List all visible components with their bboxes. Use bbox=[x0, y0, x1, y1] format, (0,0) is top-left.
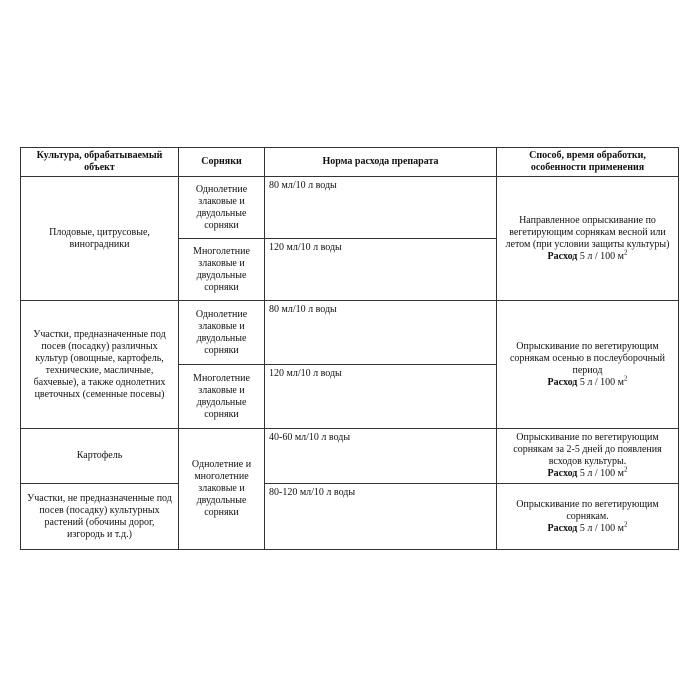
rate-cell: 40-60 мл/10 л воды bbox=[265, 429, 497, 484]
weeds-cell: Многолетние злаковые и двудольные сорняки bbox=[179, 239, 265, 301]
weeds-cell: Однолетние злаковые и двудольные сорняки bbox=[179, 177, 265, 239]
method-text: Опрыскивание по вегетирующим сорнякам. bbox=[516, 498, 659, 522]
culture-cell: Плодовые, цитрусовые, виноградники bbox=[21, 177, 179, 301]
weeds-cell: Однолетние злаковые и двудольные сорняки bbox=[179, 301, 265, 365]
culture-cell: Участки, не предназначенные под посев (посадку) культурных растений (обочины дорог, изгородь и т.д.) bbox=[21, 484, 179, 550]
consumption-sup: 2 bbox=[623, 520, 628, 529]
consumption-label: Расход bbox=[547, 522, 578, 534]
method-text: Опрыскивание по вегетирующим сорнякам осенью в послеуборочный период bbox=[509, 340, 666, 376]
header-culture: Культура, обрабатываемый объект bbox=[21, 148, 179, 177]
table-row bbox=[21, 301, 679, 365]
header-rate: Норма расхода препарата bbox=[265, 148, 497, 177]
rate-cell: 80 мл/10 л воды bbox=[265, 301, 497, 365]
weeds-cell: Многолетние злаковые и двудольные сорняки bbox=[179, 365, 265, 429]
header-row bbox=[21, 148, 679, 177]
consumption-value: 5 л / 100 м bbox=[579, 250, 624, 262]
rate-cell: 120 мл/10 л воды bbox=[265, 239, 497, 301]
culture-cell: Участки, предназначенные под посев (посадку) различных культур (овощные, картофель, технические, масличные, бахчевые), а также однолетних цветочных (семенные посевы) bbox=[21, 301, 179, 429]
consumption-label: Расход bbox=[547, 376, 578, 388]
method-cell bbox=[497, 301, 679, 429]
culture-cell: Картофель bbox=[21, 429, 179, 484]
consumption-value: 5 л / 100 м bbox=[579, 468, 624, 479]
weeds-cell: Однолетние и многолетние злаковые и двудольные сорняки bbox=[179, 429, 265, 550]
header-weeds: Сорняки bbox=[179, 148, 265, 177]
consumption-sup: 2 bbox=[623, 374, 628, 383]
method-cell bbox=[497, 429, 679, 484]
consumption-label: Расход bbox=[547, 250, 578, 262]
rate-cell: 80 мл/10 л воды bbox=[265, 177, 497, 239]
herbicide-application-table bbox=[20, 147, 679, 550]
consumption-value: 5 л / 100 м bbox=[579, 376, 624, 388]
table-row bbox=[21, 429, 679, 484]
table-row bbox=[21, 177, 679, 239]
consumption-sup: 2 bbox=[623, 465, 628, 474]
header-method: Способ, время обработки, особенности применения bbox=[497, 148, 679, 177]
consumption-value: 5 л / 100 м bbox=[579, 522, 624, 534]
method-text: Направленное опрыскивание по вегетирующим сорнякам весной или летом (при условии защиты культуры) bbox=[505, 214, 670, 250]
rate-cell: 120 мл/10 л воды bbox=[265, 365, 497, 429]
method-cell bbox=[497, 484, 679, 550]
rate-cell: 80-120 мл/10 л воды bbox=[265, 484, 497, 550]
method-cell bbox=[497, 177, 679, 301]
consumption-label: Расход bbox=[547, 468, 578, 479]
method-text: Опрыскивание по вегетирующим сорнякам за 2-5 дней до появления всходов культуры. bbox=[513, 432, 662, 467]
consumption-sup: 2 bbox=[623, 248, 628, 257]
table-row bbox=[21, 484, 679, 550]
